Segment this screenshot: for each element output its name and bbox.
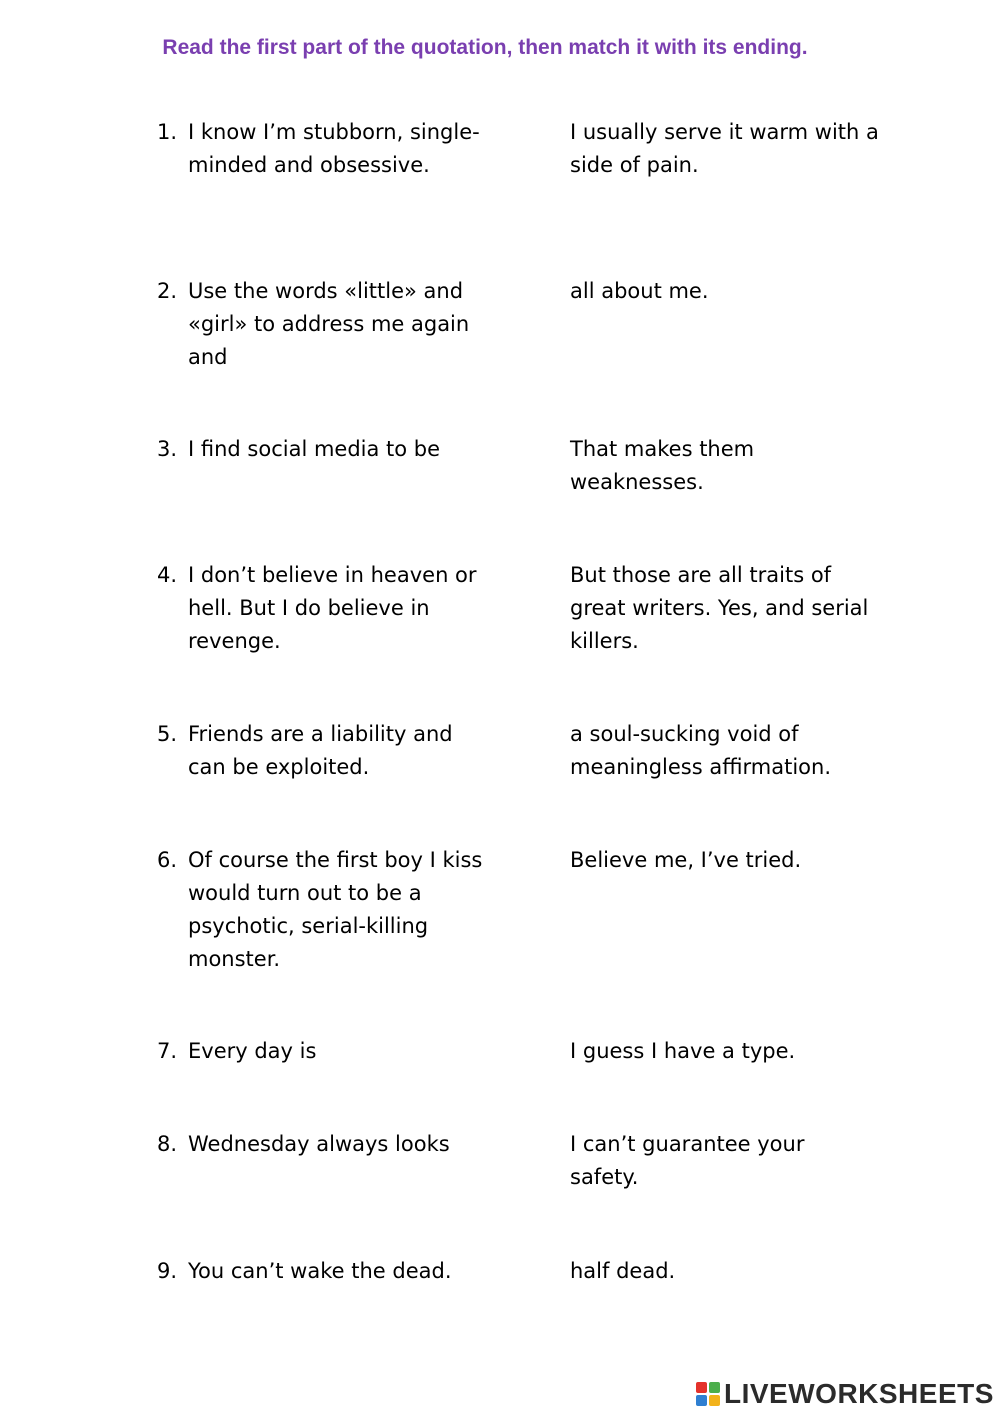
logo-square-icon [696,1395,707,1406]
quote-ending[interactable]: I guess I have a type. [570,1039,796,1063]
quote-ending[interactable]: all about me. [570,279,709,303]
quote-ending[interactable]: But those are all traits of great writers. Yes, and serial killers. [570,563,869,653]
quote-ending[interactable]: half dead. [570,1259,676,1283]
quote-start: I find social media to be [188,437,441,461]
quote-ending[interactable]: That makes them weaknesses. [570,437,755,494]
quote-ending[interactable]: I can’t guarantee your safety. [570,1132,805,1189]
item-number: 4. [157,563,178,587]
quote-start: Use the words «little» and «girl» to address me again and [188,279,470,369]
item-number: 9. [157,1259,178,1283]
item-number: 1. [157,120,178,144]
liveworksheets-logo [696,1378,994,1410]
quote-start: Of course the first boy I kiss would turn out to be a psychotic, serial-killing monster. [188,848,483,971]
quote-start: I know I’m stubborn, single-minded and obsessive. [188,120,480,177]
logo-text: LIVEWORKSHEETS [724,1378,994,1409]
quote-start: Friends are a liability and can be exploited. [188,722,453,779]
item-number: 5. [157,722,178,746]
quote-start: You can’t wake the dead. [188,1259,452,1283]
liveworksheets-mark-icon [696,1382,720,1406]
item-number: 7. [157,1039,178,1063]
quote-start: Every day is [188,1039,317,1063]
instruction-heading: Read the first part of the quotation, then match it with its ending. [162,36,808,59]
logo-square-icon [709,1395,720,1406]
quote-ending[interactable]: Believe me, I’ve tried. [570,848,802,872]
quote-ending[interactable]: I usually serve it warm with a side of pain. [570,120,879,177]
logo-square-icon [696,1382,707,1393]
item-number: 3. [157,437,178,461]
item-number: 2. [157,279,178,303]
quote-ending[interactable]: a soul-sucking void of meaningless affirmation. [570,722,832,779]
item-number: 8. [157,1132,178,1156]
quote-start: I don’t believe in heaven or hell. But I do believe in revenge. [188,563,477,653]
quote-start: Wednesday always looks [188,1132,450,1156]
item-number: 6. [157,848,178,872]
logo-square-icon [709,1382,720,1393]
